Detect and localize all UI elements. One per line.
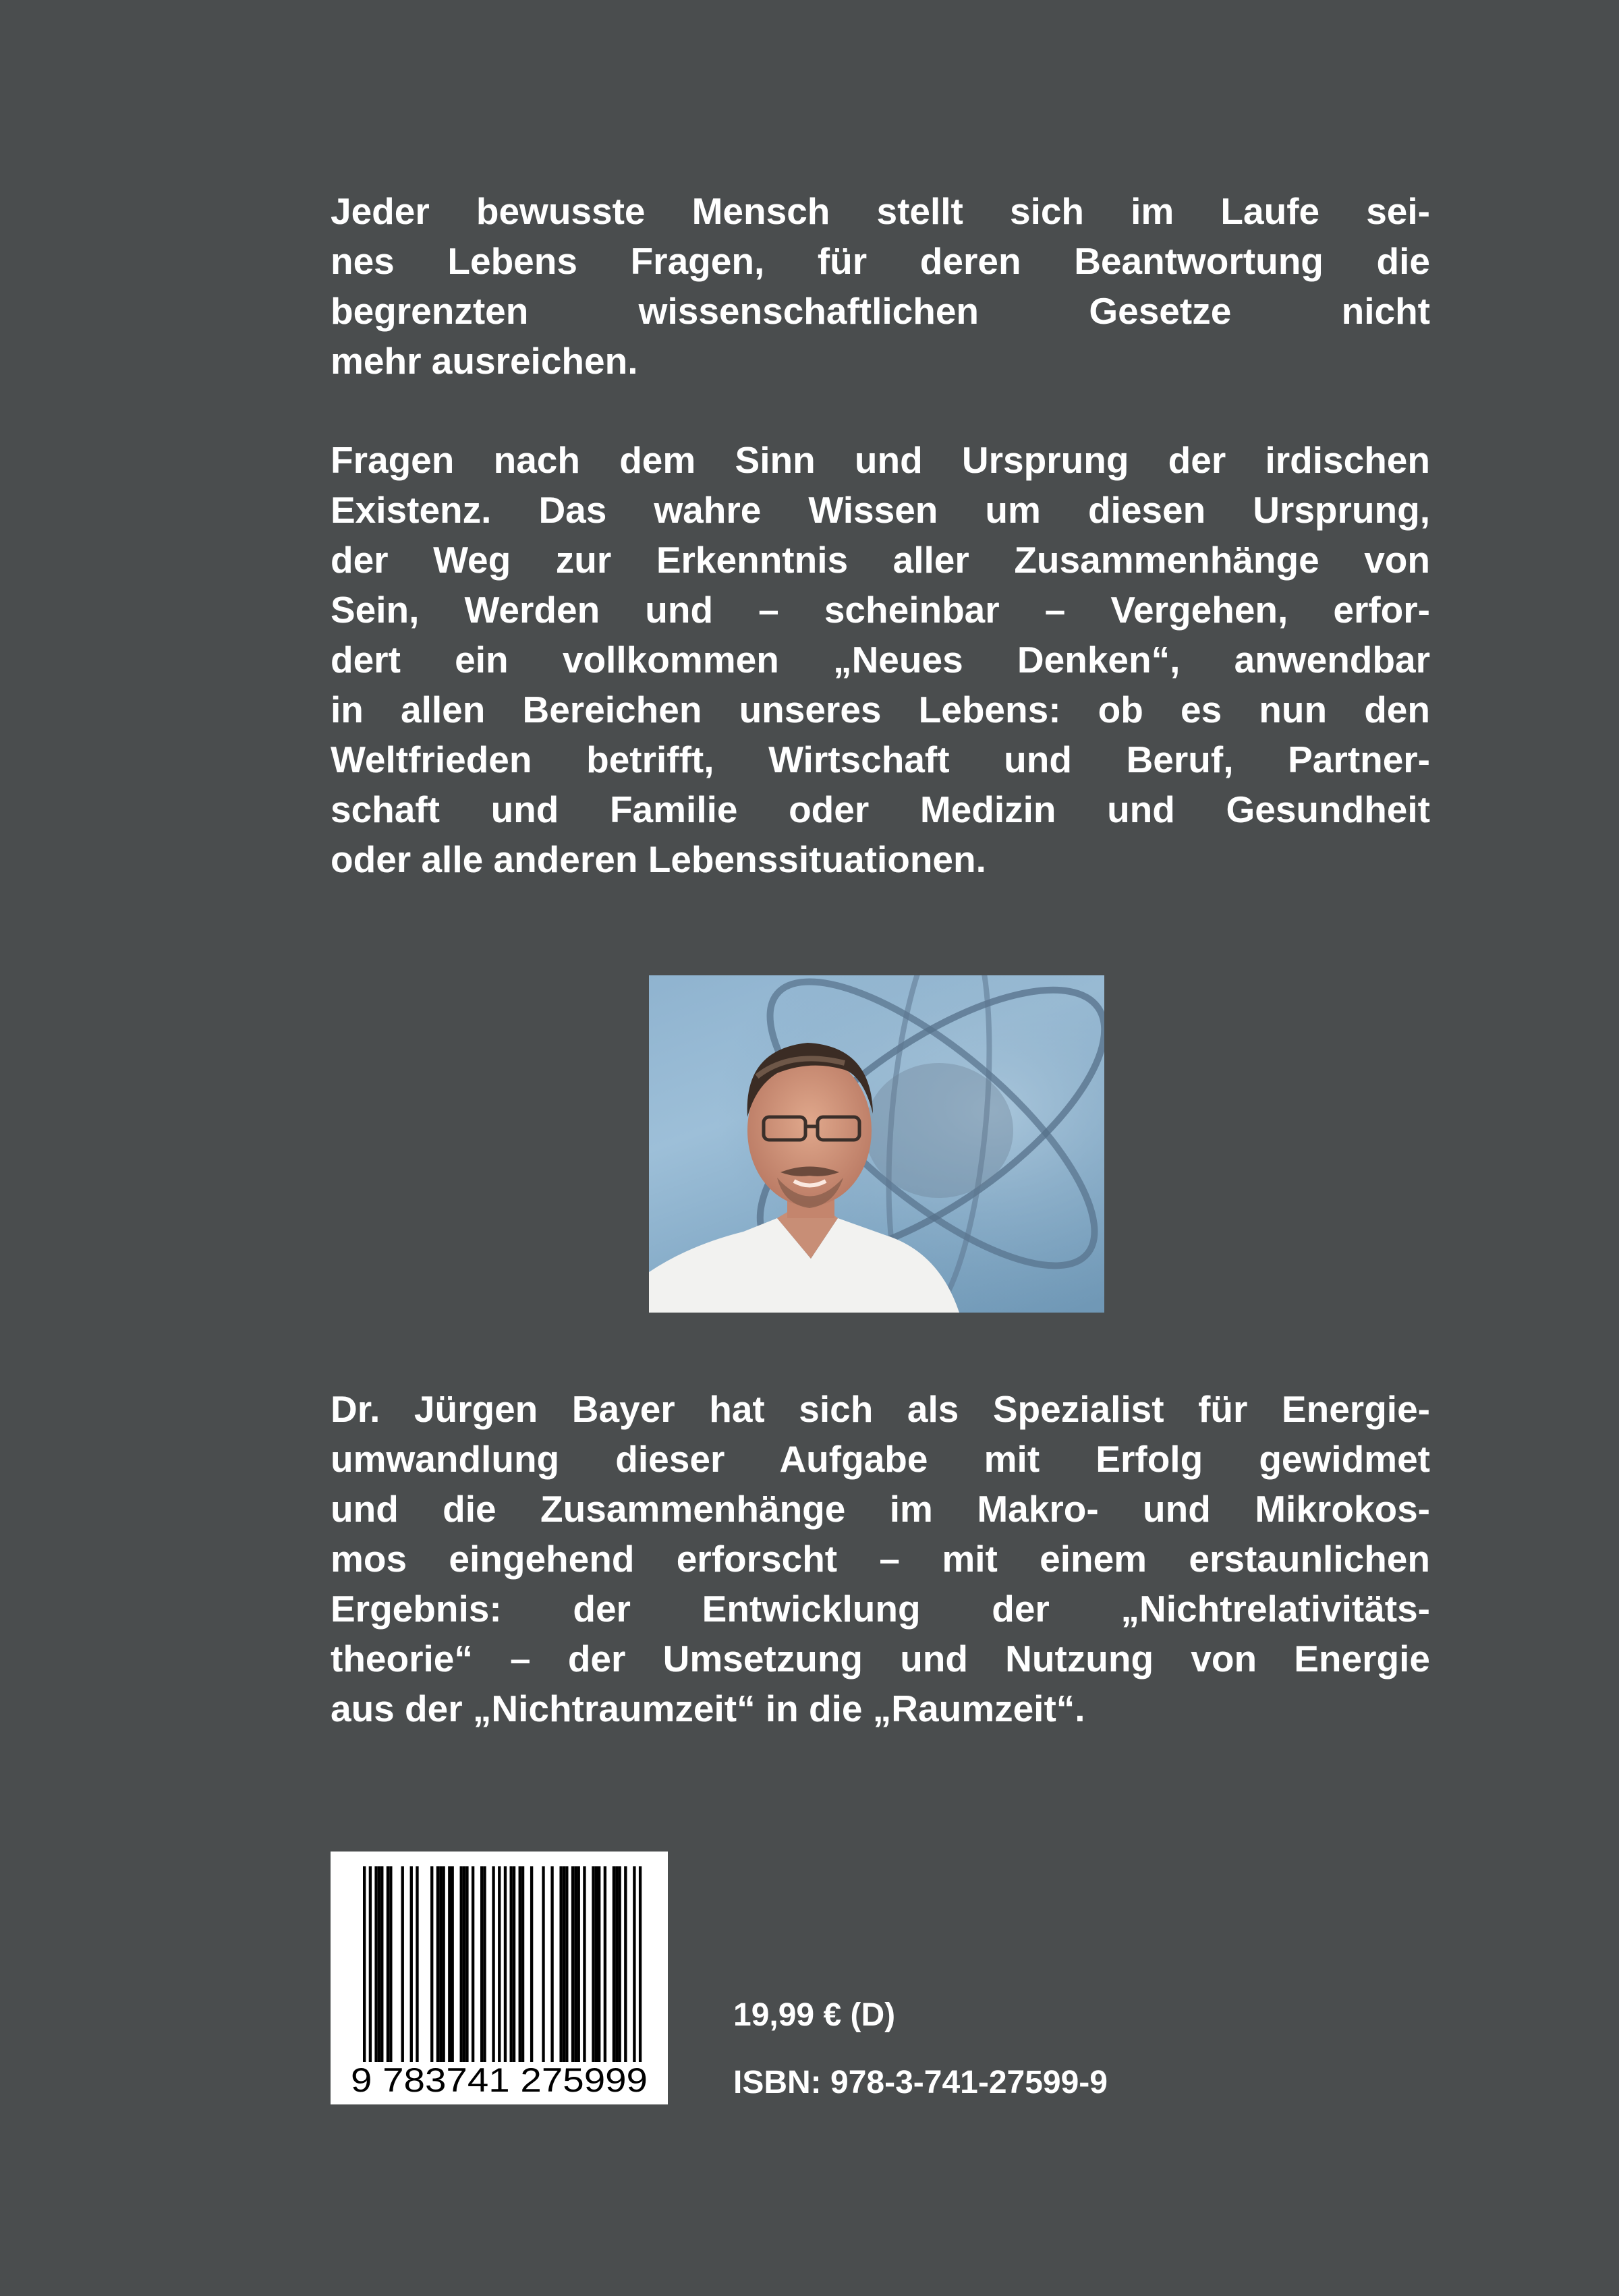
barcode-bar: [510, 1866, 513, 2062]
blurb-line: Fragen nach dem Sinn und Ursprung der irdischen: [331, 439, 1430, 481]
barcode-bar: [460, 1866, 463, 2062]
barcode-bar: [380, 1866, 383, 2062]
barcode-bar: [389, 1866, 392, 2062]
blurb-line: begrenzten wissenschaftlichen Gesetze nicht: [331, 290, 1430, 332]
blurb-paragraph-author: [331, 1384, 1430, 1733]
barcode-bar: [592, 1866, 594, 2062]
barcode-bar: [574, 1866, 577, 2062]
barcode-bar: [565, 1866, 568, 2062]
barcode-bar: [378, 1866, 380, 2062]
barcode-bar: [613, 1866, 615, 2062]
isbn-number: ISBN: 978-3-741-27599-9: [733, 2065, 1108, 2100]
barcode-bar: [595, 1866, 598, 2062]
blurb-line: Weltfrieden betrifft, Wirtschaft und Beruf, Partner-: [331, 739, 1430, 780]
author-photo: [649, 975, 1104, 1313]
barcode-bar: [615, 1866, 618, 2062]
barcode-bar: [604, 1866, 606, 2062]
barcode-bar: [513, 1866, 515, 2062]
barcode-bar: [498, 1866, 501, 2062]
barcode-digits: 9 783741 275999: [351, 2061, 648, 2099]
blurb-line: Existenz. Das wahre Wissen um diesen Ursprung,: [331, 489, 1430, 531]
barcode-bar: [363, 1866, 366, 2062]
barcode-bar: [624, 1866, 627, 2062]
blurb-line: mehr ausreichen.: [331, 340, 638, 382]
blurb-line: der Weg zur Erkenntnis aller Zusammenhänge von: [331, 539, 1430, 581]
isbn-barcode: [331, 1852, 668, 2104]
blurb-line: Jeder bewusste Mensch stellt sich im Laufe sei-: [331, 190, 1430, 232]
barcode-bar: [472, 1866, 474, 2062]
barcode-bar: [598, 1866, 600, 2062]
barcode-bar: [436, 1866, 439, 2062]
barcode-bar: [480, 1866, 483, 2062]
barcode-bar: [618, 1866, 621, 2062]
blurb-line: mos eingehend erforscht – mit einem erstaunlichen: [331, 1538, 1430, 1580]
barcode-bar: [519, 1866, 521, 2062]
barcode-bar: [442, 1866, 445, 2062]
blurb-line: und die Zusammenhänge im Makro- und Mikrokos-: [331, 1488, 1430, 1530]
blurb-line: theorie“ – der Umsetzung und Nutzung von Energie: [331, 1638, 1430, 1680]
barcode-bar: [639, 1866, 642, 2062]
blurb-line: in allen Bereichen unseres Lebens: ob es nun den: [331, 689, 1430, 730]
barcode-bar: [504, 1866, 507, 2062]
barcode-bar: [483, 1866, 486, 2062]
blurb-line: Dr. Jürgen Bayer hat sich als Spezialist für Energie-: [331, 1388, 1430, 1430]
blurb-paragraph-questions: [331, 435, 1430, 884]
barcode-bar: [439, 1866, 442, 2062]
barcode-bar: [416, 1866, 418, 2062]
barcode-bar: [401, 1866, 404, 2062]
price: 19,99 € (D): [733, 1997, 896, 2033]
barcode-bar: [633, 1866, 635, 2062]
barcode-bars: [363, 1866, 642, 2062]
barcode-bar: [583, 1866, 586, 2062]
blurb-line: Ergebnis: der Entwicklung der „Nichtrelativitäts-: [331, 1588, 1430, 1630]
barcode-bar: [559, 1866, 562, 2062]
barcode-bar: [463, 1866, 465, 2062]
barcode-bar: [465, 1866, 468, 2062]
blurb-line: oder alle anderen Lebenssituationen.: [331, 838, 986, 880]
barcode-bar: [550, 1866, 553, 2062]
barcode-bar: [563, 1866, 565, 2062]
barcode-bar: [542, 1866, 544, 2062]
blurb-line: Sein, Werden und – scheinbar – Vergehen, erfor-: [331, 589, 1430, 631]
blurb-line: nes Lebens Fragen, für deren Beantwortung die: [331, 240, 1430, 282]
blurb-line: dert ein vollkommen „Neues Denken“, anwendbar: [331, 639, 1430, 681]
barcode-bar: [410, 1866, 413, 2062]
barcode-bar: [430, 1866, 433, 2062]
blurb-line: aus der „Nichtraumzeit“ in die „Raumzeit“.: [331, 1688, 1085, 1729]
blurb-line: schaft und Familie oder Medizin und Gesundheit: [331, 788, 1430, 830]
blurb-line: umwandlung dieser Aufgabe mit Erfolg gewidmet: [331, 1438, 1430, 1480]
barcode-bar: [374, 1866, 377, 2062]
barcode-bar: [577, 1866, 580, 2062]
barcode-bar: [369, 1866, 372, 2062]
barcode-bar: [521, 1866, 524, 2062]
barcode-bar: [492, 1866, 494, 2062]
blurb-paragraph-intro: [331, 186, 1430, 386]
barcode-bar: [387, 1866, 389, 2062]
barcode-bar: [451, 1866, 454, 2062]
barcode-bar: [530, 1866, 533, 2062]
barcode-bar: [571, 1866, 574, 2062]
barcode-bar: [448, 1866, 451, 2062]
